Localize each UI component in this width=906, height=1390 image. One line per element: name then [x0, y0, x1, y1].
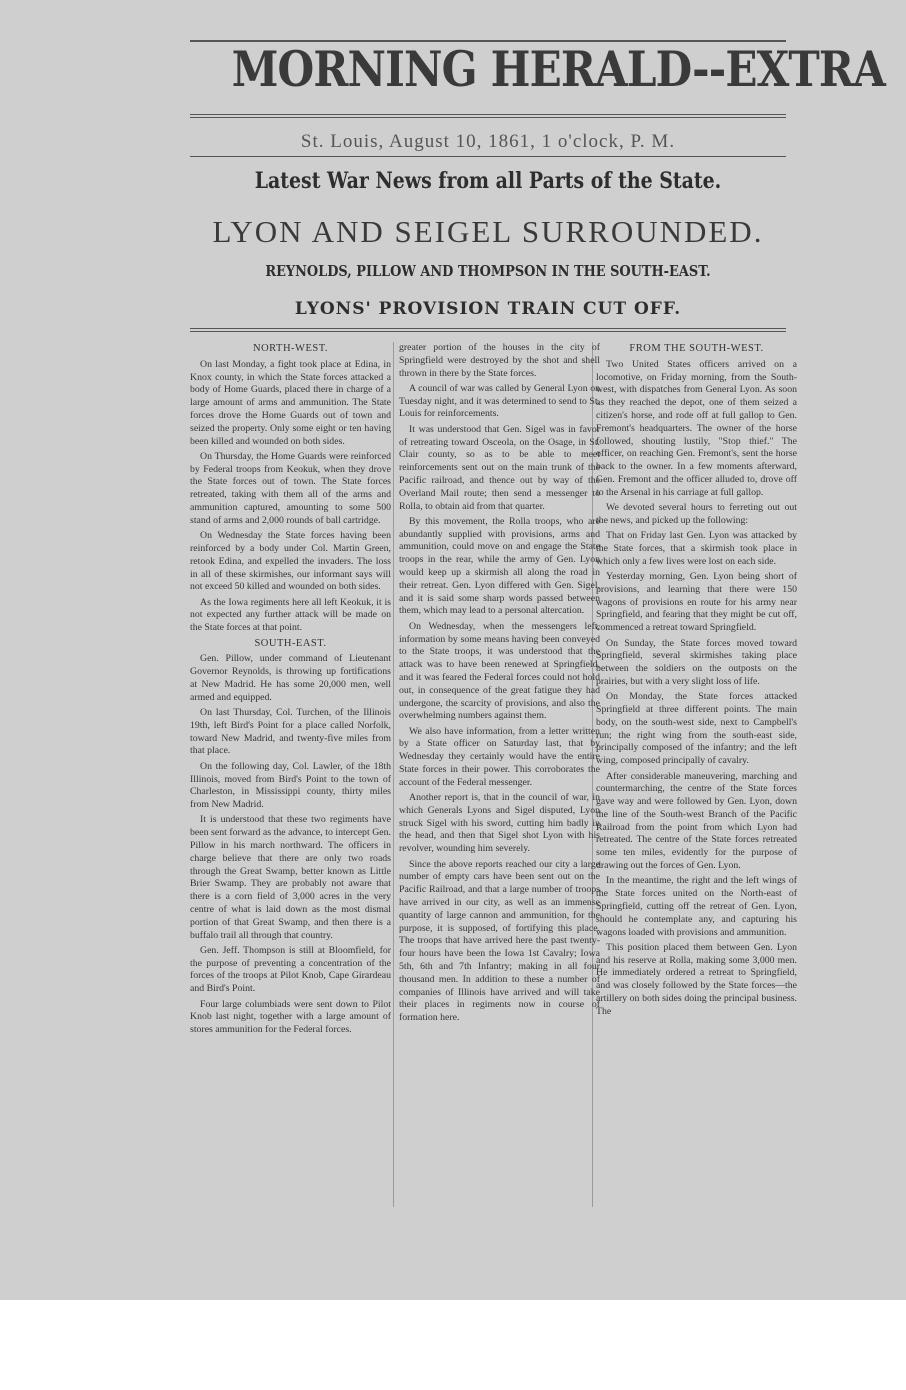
paragraph: This position placed them between Gen. Lyon and his reserve at Rolla, making some 3,000 men. He immediately ordered a retreat to Springfield, and was closely followed by the State forces—the artillery on both sides doing the principal business. The [596, 941, 797, 1017]
masthead-rule-2 [190, 117, 786, 118]
headline-provision-train: LYONS' PROVISION TRAIN CUT OFF. [294, 299, 682, 319]
masthead [190, 40, 885, 98]
dateline: St. Louis, August 10, 1861, 1 o'clock, P. M. [300, 131, 676, 152]
section-title-north-west: NORTH-WEST. [253, 343, 328, 354]
paragraph: On Monday, the State forces attacked Springfield at three different points. The main body, on the south-west side, next to Campbell's run; the right wing from the south-east side, principally composed of the infantry; and the left wing, composed principally of cavalry. [596, 691, 797, 767]
paragraph: It was understood that Gen. Sigel was in favor of retreating toward Osceola, on the Osage, in St. Clair county, so as to be able to meet reinforcements sent out on the main trunk of the Pacific railroad, and thence out by way of the Overland Mail route; then send a messenger to Rolla, to obtain aid from that quarter. [399, 423, 600, 512]
section-title-south-east: SOUTH-EAST. [254, 637, 327, 649]
paragraph: We devoted several hours to ferreting out out the news, and picked up the following: [596, 502, 797, 526]
paragraph: That on Friday last Gen. Lyon was attacked by the State forces, that a skirmish took place in which only a few lives were lost on each side. [596, 530, 797, 567]
paragraph: On last Monday, a fight took place at Edina, in Knox county, in which the State forces attacked a body of Home Guards, placed there in charge of a large amount of arms and ammunition. The State forces drove the Home Guards out of town and seized the property. Only some eight or ten having been killed and wounded on both sides. [190, 358, 391, 447]
paragraph: By this movement, the Rolla troops, who are abundantly supplied with provisions, arms and ammunition, could move on and engage the State troops in the rear, while the army of Gen. Lyon would keep up a skirmish all along the road in their retreat. Gen. Lyon differed with Gen. Sigel, and it is said some sharp words passed between them, which may lead to a personal altercation. [399, 515, 600, 617]
masthead-title: MORNING HERALD--EXTRA [231, 40, 885, 98]
paragraph: On Wednesday the State forces having been reinforced by a body under Col. Martin Green, retook Edina, and expelled the invaders. The loss in all of these skirmishes, our informant says will not exceed 50 killed and wounded on both sides. [190, 530, 391, 593]
paragraph: Another report is, that in the council of war, in which Generals Lyons and Sigel disputed, Lyon struck Sigel with his sword, cutting him badly in the head, and then that Sigel shot Lyon with his revolver, wounding him severely. [399, 792, 600, 855]
headline-rule-2 [190, 331, 786, 332]
column-divider [393, 342, 394, 1207]
paragraph: As the Iowa regiments here all left Keokuk, it is not expected any further attack will be made on the State forces at that point. [190, 596, 391, 634]
paragraph: On the following day, Col. Lawler, of the 18th Illinois, moved from Bird's Point to the town of Charleston, in Mississippi county, thirty miles from New Madrid. [190, 760, 391, 811]
paragraph: We also have information, from a letter written by a State officer on Saturday last, that by Wednesday they certainly would have the entire State forces in their power. This corroborates the account of the Federal messenger. [399, 725, 600, 788]
headline-rule-1 [190, 328, 786, 329]
paragraph-continued: greater portion of the houses in the city of Springfield were destroyed by the shot and shell thrown in there by the State forces. [399, 342, 600, 379]
dateline-rule [190, 156, 786, 157]
paragraph: Since the above reports reached our city a large number of empty cars have been sent out on the Pacific Railroad, and that a large number of troops have arrived in our city, as well as an immense quantity of large cannon and ammunition, for the purpose, it is supposed, of fortifying this place. The troops that have arrived here the past twenty-four hours have been the Iowa 1st Cavalry; Iowa 5th, 6th and 7th Infantry; making in all four thousand men. In addition to these a number of companies of Illinois have arrived and will take their places in regiments now in course of formation here. [399, 858, 600, 1024]
column-3 [596, 342, 797, 1021]
masthead-rule-1 [190, 114, 786, 115]
paragraph: A council of war was called by General Lyon on Tuesday night, and it was determined to send to St. Louis for reinforcements. [399, 382, 600, 420]
paragraph: Gen. Pillow, under command of Lieutenant Governor Reynolds, is throwing up fortifications at New Madrid. He has some 20,000 men, well armed and equipped. [190, 653, 391, 703]
paragraph: After considerable maneuvering, marching and countermarching, the centre of the State forces gave way and were followed by Gen. Lyon, down the line of the South-west Branch of the Pacific Railroad from the point from which Lyon had retreated. The centre of the State forces retreated some ten miles, evidently for the purpose of drawing out the forces of Gen. Lyon. [596, 770, 797, 872]
section-title-south-west: FROM THE SOUTH-WEST. [629, 343, 764, 354]
headline-latest-war-news: Latest War News from all Parts of the State. [254, 168, 722, 194]
column-2 [399, 342, 600, 1027]
headline-reynolds-pillow: REYNOLDS, PILLOW AND THOMPSON IN THE SOUTH-EAST. [265, 262, 711, 280]
column-1 [190, 342, 391, 1039]
paragraph: On last Thursday, Col. Turchen, of the Illinois 19th, left Bird's Point for a place called Norfolk, toward New Madrid, and twenty-five miles from that place. [190, 707, 391, 757]
paragraph: On Thursday, the Home Guards were reinforced by Federal troops from Keokuk, when they drove the State forces out of town. The State forces retreated, taking with them all of the arms and ammunition captured, amounting to some 500 stand of arms and 2,000 rounds of ball cartridge. [190, 450, 391, 526]
paragraph: It is understood that these two regiments have been sent forward as the advance, to intercept Gen. Pillow in his march northward. The officers in charge believe that there are only two roads through the Great Swamp, better known as Little Brier Swamp. They are probably not aware that there is a corn field of 3,000 acres in the very centre of what is laid down as the most dismal portion of that Great Swamp, and then there is a buffalo trail all through that country. [190, 814, 391, 941]
paragraph: In the meantime, the right and the left wings of the State forces united on the North-east of Springfield, cutting off the retreat of Gen. Lyon, should he contemplate any, and capturing his wagons loaded with provisions and ammunition. [596, 875, 797, 938]
paragraph: On Wednesday, when the messengers left, information by some means having been conveyed to the State troops, it was understood that the attack was to have been renewed at Springfield, and it was feared the Federal forces could not hold out, in consequence of the great fatigue they had undergone, the scarcity of provisions, and also the overwhelming numbers against them. [399, 620, 600, 722]
paragraph: Yesterday morning, Gen. Lyon being short of provisions, and learning that there were 150 wagons of provisions en route for his army near Springfield, and fearing that they might be cut off, commenced a retreat toward Springfield. [596, 571, 797, 634]
paragraph: Gen. Jeff. Thompson is still at Bloomfield, for the purpose of preventing a concentration of the forces of the troops at Pilot Knob, Cape Girardeau and Bird's Point. [190, 944, 391, 995]
paragraph: Four large columbiads were sent down to Pilot Knob last night, together with a large amount of stores ammunition for the Federal forces. [190, 998, 391, 1036]
paragraph: On Sunday, the State forces moved toward Springfield, several skirmishes taking place between the soldiers on the outposts on the prairies, but with a very slight loss of life. [596, 637, 797, 687]
paragraph: Two United States officers arrived on a locomotive, on Friday morning, from the South-west, with dispatches from General Lyon. As soon as they reached the depot, one of them seized a citizen's horse, and rode off at full gallop to Gen. Fremont's headquarters. The owner of the horse followed, shouting lustily, "Stop thief." The officer, on reaching Gen. Fremont's, sent the horse back to the owner. In a few moments afterward, Gen. Fremont and the officer alluded to, drove off to the Arsenal in his carriage at full gallop. [596, 358, 797, 498]
headline-lyon-seigel: LYON AND SEIGEL SURROUNDED. [212, 214, 764, 249]
